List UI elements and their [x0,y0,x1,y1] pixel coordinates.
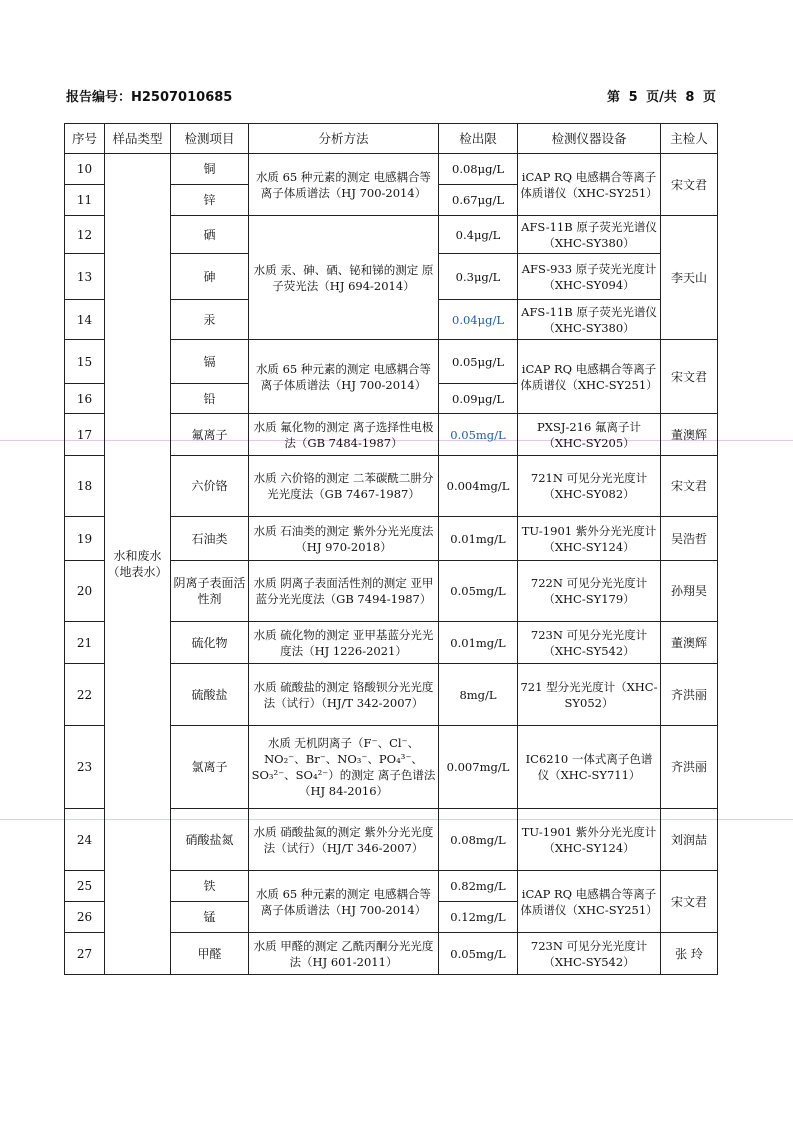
test-item: 氟离子 [171,414,249,456]
test-item: 砷 [171,254,249,300]
test-item: 氯离子 [171,726,249,809]
test-item: 铅 [171,384,249,414]
detection-limit: 0.04μg/L [439,300,518,340]
inspector: 齐洪丽 [661,664,718,726]
instrument: PXSJ-216 氟离子计（XHC-SY205） [518,414,661,456]
row-number: 25 [65,871,105,902]
analysis-method: 水质 阴离子表面活性剂的测定 亚甲蓝分光光度法（GB 7494-1987） [249,561,439,622]
instrument: 721 型分光光度计（XHC-SY052） [518,664,661,726]
detection-limit: 0.3μg/L [439,254,518,300]
test-item: 硫化物 [171,622,249,664]
analysis-method: 水质 65 种元素的测定 电感耦合等离子体质谱法（HJ 700-2014） [249,340,439,414]
instrument: AFS-933 原子荧光光度计（XHC-SY094） [518,254,661,300]
analysis-method: 水质 六价铬的测定 二苯碳酰二肼分光光度法（GB 7467-1987） [249,456,439,517]
column-header: 分析方法 [249,124,439,154]
instrument: AFS-11B 原子荧光光谱仪（XHC-SY380） [518,216,661,254]
test-item: 甲醛 [171,933,249,975]
column-header: 主检人 [661,124,718,154]
detection-limit: 0.007mg/L [439,726,518,809]
test-item: 石油类 [171,517,249,561]
row-number: 19 [65,517,105,561]
row-number: 15 [65,340,105,384]
inspector: 宋文君 [661,871,718,933]
row-number: 10 [65,154,105,185]
row-number: 16 [65,384,105,414]
detection-limit: 0.09μg/L [439,384,518,414]
report-number: 报告编号：H2507010685 [66,90,233,105]
row-number: 14 [65,300,105,340]
test-item: 六价铬 [171,456,249,517]
instrument: 723N 可见分光光度计（XHC-SY542） [518,933,661,975]
row-number: 22 [65,664,105,726]
column-header: 检测项目 [171,124,249,154]
instrument: TU-1901 紫外分光光度计（XHC-SY124） [518,809,661,871]
inspector: 宋文君 [661,456,718,517]
test-item: 锰 [171,902,249,933]
row-number: 26 [65,902,105,933]
row-number: 23 [65,726,105,809]
row-number: 12 [65,216,105,254]
inspector: 董澳辉 [661,622,718,664]
test-item: 阴离子表面活性剂 [171,561,249,622]
analysis-method: 水质 氟化物的测定 离子选择性电极法（GB 7484-1987） [249,414,439,456]
inspector: 刘润喆 [661,809,718,871]
inspector: 孙翔昊 [661,561,718,622]
instrument: IC6210 一体式离子色谱仪（XHC-SY711） [518,726,661,809]
instrument: 722N 可见分光光度计（XHC-SY179） [518,561,661,622]
table-row [65,154,718,185]
test-item: 硫酸盐 [171,664,249,726]
row-number: 18 [65,456,105,517]
inspector: 宋文君 [661,340,718,414]
instrument: iCAP RQ 电感耦合等离子体质谱仪（XHC-SY251） [518,340,661,414]
analysis-method: 水质 硝酸盐氮的测定 紫外分光光度法（试行）（HJ/T 346-2007） [249,809,439,871]
detection-limit: 0.004mg/L [439,456,518,517]
row-number: 13 [65,254,105,300]
instrument: AFS-11B 原子荧光光谱仪（XHC-SY380） [518,300,661,340]
detection-limit: 0.05mg/L [439,561,518,622]
detection-limit: 0.08mg/L [439,809,518,871]
detection-limit: 0.05mg/L [439,414,518,456]
inspector: 吴浩哲 [661,517,718,561]
analysis-method: 水质 无机阴离子（F⁻、Cl⁻、NO₂⁻、Br⁻、NO₃⁻、PO₄³⁻、SO₃²⁻、SO₄²⁻）的测定 离子色谱法（HJ 84-2016） [249,726,439,809]
row-number: 17 [65,414,105,456]
detection-limit: 0.05μg/L [439,340,518,384]
detection-limit: 0.01mg/L [439,517,518,561]
detection-limit: 0.82mg/L [439,871,518,902]
analysis-method: 水质 65 种元素的测定 电感耦合等离子体质谱法（HJ 700-2014） [249,154,439,216]
detection-limit: 0.05mg/L [439,933,518,975]
row-number: 27 [65,933,105,975]
column-header: 样品类型 [105,124,171,154]
inspector: 张 玲 [661,933,718,975]
analysis-method: 水质 65 种元素的测定 电感耦合等离子体质谱法（HJ 700-2014） [249,871,439,933]
analysis-method: 水质 甲醛的测定 乙酰丙酮分光光度法（HJ 601-2011） [249,933,439,975]
detection-limit: 0.01mg/L [439,622,518,664]
instrument: 723N 可见分光光度计（XHC-SY542） [518,622,661,664]
report-header [66,86,716,106]
inspector: 李天山 [661,216,718,340]
row-number: 11 [65,185,105,216]
test-item: 锌 [171,185,249,216]
test-item: 汞 [171,300,249,340]
detection-limit: 0.12mg/L [439,902,518,933]
instrument: iCAP RQ 电感耦合等离子体质谱仪（XHC-SY251） [518,154,661,216]
test-item: 铜 [171,154,249,185]
row-number: 21 [65,622,105,664]
test-item: 硒 [171,216,249,254]
row-number: 24 [65,809,105,871]
column-header: 序号 [65,124,105,154]
analysis-method: 水质 硫化物的测定 亚甲基蓝分光光度法（HJ 1226-2021） [249,622,439,664]
detection-limit: 0.4μg/L [439,216,518,254]
instrument: 721N 可见分光光度计（XHC-SY082） [518,456,661,517]
instrument: iCAP RQ 电感耦合等离子体质谱仪（XHC-SY251） [518,871,661,933]
detection-limit: 0.67μg/L [439,185,518,216]
test-item: 镉 [171,340,249,384]
column-header: 检出限 [439,124,518,154]
analysis-method: 水质 石油类的测定 紫外分光光度法（HJ 970-2018） [249,517,439,561]
table-header-row [65,124,718,154]
detection-limit: 0.08μg/L [439,154,518,185]
inspector: 齐洪丽 [661,726,718,809]
test-results-table [64,123,718,975]
sample-type: 水和废水（地表水） [105,154,171,975]
test-item: 铁 [171,871,249,902]
instrument: TU-1901 紫外分光光度计（XHC-SY124） [518,517,661,561]
analysis-method: 水质 硫酸盐的测定 铬酸钡分光光度法（试行）（HJ/T 342-2007） [249,664,439,726]
column-header: 检测仪器设备 [518,124,661,154]
analysis-method: 水质 汞、砷、硒、铋和锑的测定 原子荧光法（HJ 694-2014） [249,216,439,340]
row-number: 20 [65,561,105,622]
detection-limit: 8mg/L [439,664,518,726]
test-item: 硝酸盐氮 [171,809,249,871]
inspector: 董澳辉 [661,414,718,456]
page-indicator: 第 5 页/共 8 页 [607,90,716,105]
inspector: 宋文君 [661,154,718,216]
